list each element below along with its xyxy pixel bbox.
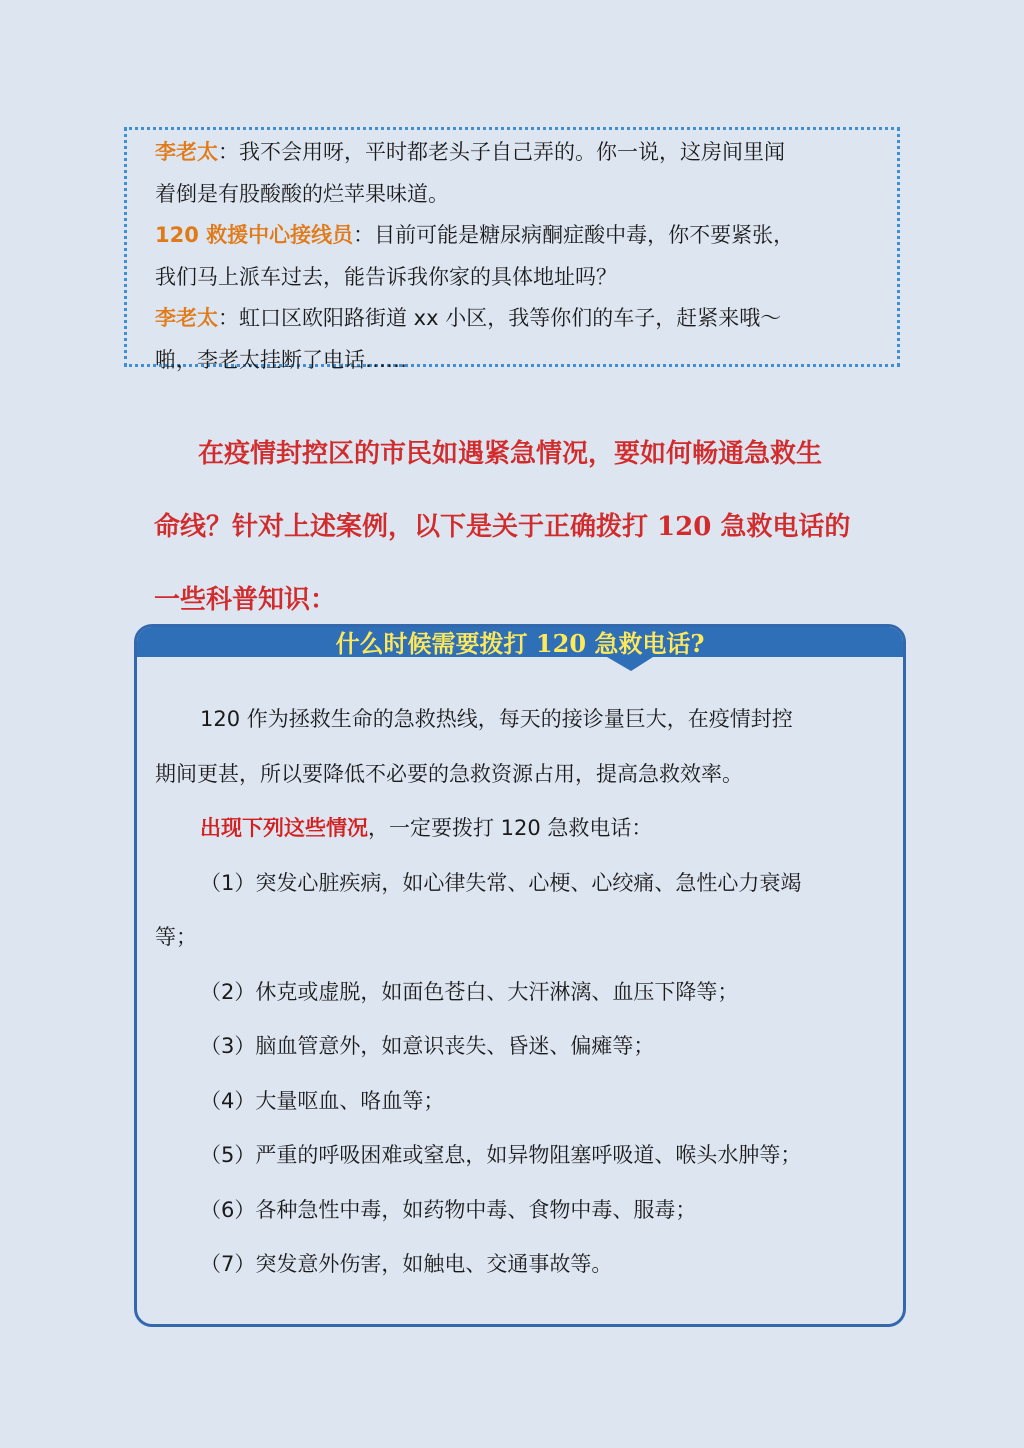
dialogue-line: 啪，李老太挂断了电话…… — [155, 347, 407, 372]
speaker-name: 李老太 — [155, 306, 218, 330]
intro-line: 一些科普知识： — [154, 585, 337, 615]
dialogue-line — [155, 298, 869, 340]
dialogue-box — [124, 127, 900, 372]
speaker-name: 120 救援中心接线员 — [155, 223, 354, 247]
card-title: 什么时候需要拨打 120 急救电话? — [335, 629, 705, 658]
list-item: （3）脑血管意外，如意识丧失、昏迷、偏瘫等； — [200, 1034, 655, 1058]
info-card — [134, 624, 906, 1327]
list-item: 等； — [155, 925, 197, 949]
dialogue-text: ：虹口区欧阳路街道 xx 小区，我等你们的车子，赶紧来哦～ — [218, 306, 782, 330]
emphasis-text: 出现下列这些情况 — [200, 816, 368, 840]
dialogue-line — [155, 132, 869, 174]
card-body — [155, 692, 875, 1292]
paragraph-line: 120 作为拯救生命的急救热线，每天的接诊量巨大，在疫情封控 — [200, 707, 793, 731]
list-item: （5）严重的呼吸困难或窒息，如异物阻塞呼吸道、喉头水肿等； — [200, 1143, 802, 1167]
list-item: （2）休克或虚脱，如面色苍白、大汗淋漓、血压下降等； — [200, 979, 739, 1004]
intro-line: 在疫情封控区的市民如遇紧急情况，要如何畅通急救生 — [198, 439, 823, 469]
emphasis-line — [155, 801, 875, 856]
dialogue-line — [155, 215, 869, 257]
emphasis-rest: ，一定要拨打 120 急救电话： — [368, 816, 653, 840]
dialogue-line: 我们马上派车过去，能告诉我你家的具体地址吗？ — [155, 264, 617, 289]
speaker-name: 李老太 — [155, 140, 218, 164]
list-item: （4）大量呕血、咯血等； — [200, 1088, 445, 1113]
dialogue-line: 着倒是有股酸酸的烂苹果味道。 — [155, 181, 449, 206]
intro-heading — [154, 418, 874, 637]
list-item: （7）突发意外伤害，如触电、交通事故等。 — [200, 1252, 613, 1276]
dialogue-text: ：目前可能是糖尿病酮症酸中毒，你不要紧张， — [353, 223, 795, 247]
list-item: （1）突发心脏疾病，如心律失常、心梗、心绞痛、急性心力衰竭 — [200, 870, 802, 895]
list-item: （6）各种急性中毒，如药物中毒、食物中毒、服毒； — [200, 1197, 697, 1222]
paragraph-line: 期间更甚，所以要降低不必要的急救资源占用，提高急救效率。 — [155, 761, 743, 786]
dialogue-text: ：我不会用呀，平时都老头子自己弄的。你一说，这房间里闻 — [218, 140, 785, 164]
intro-line: 命线？针对上述案例，以下是关于正确拨打 120 急救电话的 — [154, 512, 851, 542]
